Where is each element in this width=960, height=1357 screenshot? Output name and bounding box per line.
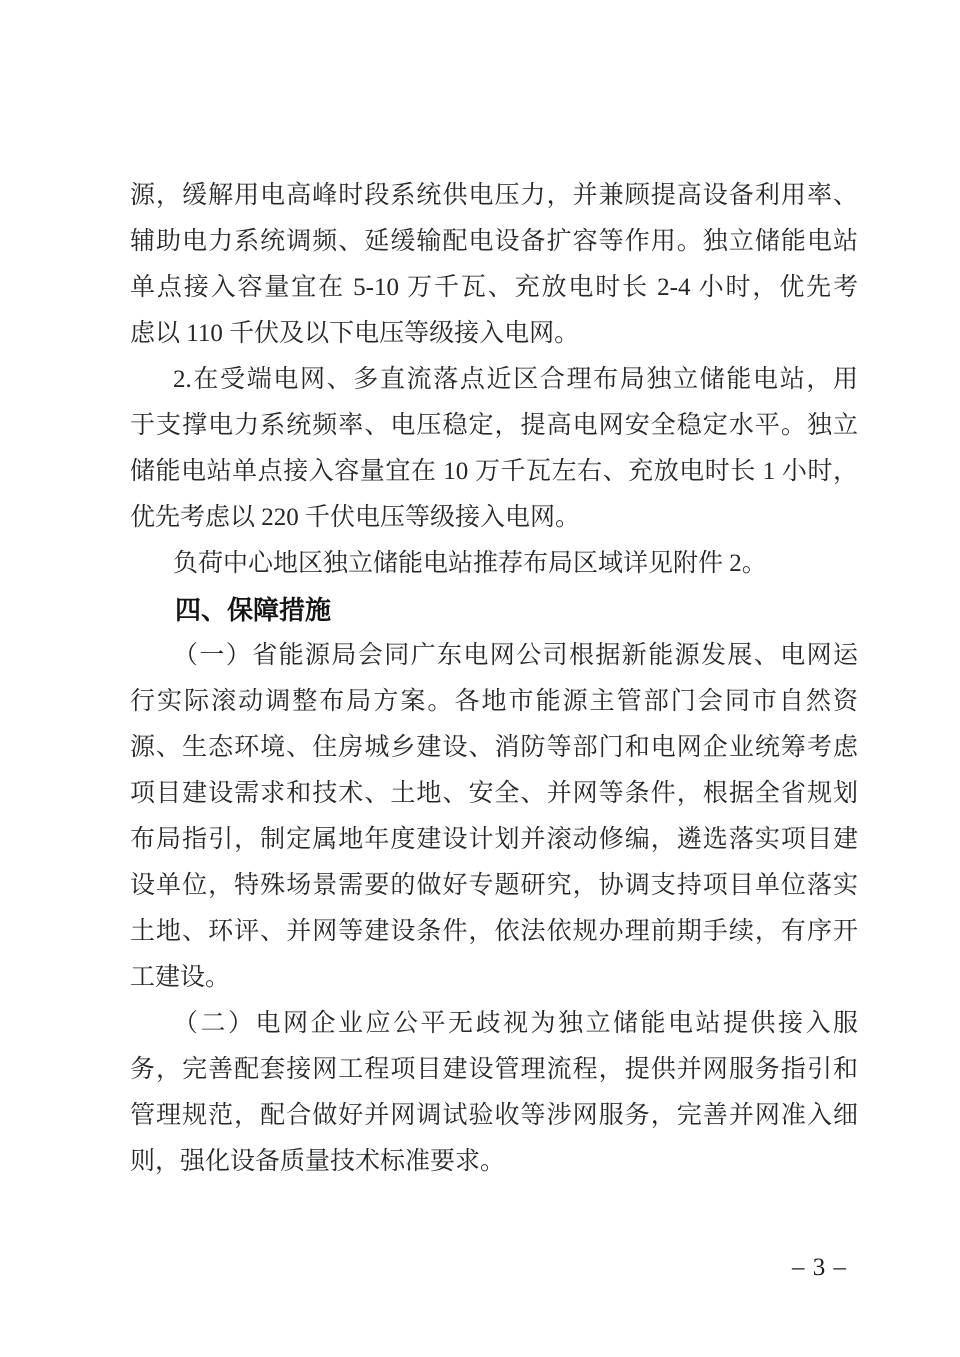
text-line: 项目建设需求和技术、土地、安全、并网等条件，根据全省规划: [130, 780, 858, 807]
text-line: （二）电网企业应公平无歧视为独立储能电站提供接入服: [173, 1010, 858, 1037]
text-line: 务，完善配套接网工程项目建设管理流程，提供并网服务指引和: [130, 1056, 858, 1083]
text-line: 于支撑电力系统频率、电压稳定，提高电网安全稳定水平。独立: [130, 412, 858, 439]
text-line: 行实际滚动调整布局方案。各地市能源主管部门会同市自然资: [130, 688, 858, 715]
paragraph-continuation: [130, 173, 858, 357]
text-line: 工建设。: [130, 964, 231, 991]
page-number: – 3 –: [792, 1254, 847, 1281]
text-line: （一）省能源局会同广东电网公司根据新能源发展、电网运: [173, 642, 858, 669]
section-heading-block: [130, 587, 858, 633]
text-line: 源、生态环境、住房城乡建设、消防等部门和电网企业统筹考虑: [130, 734, 858, 761]
text-line: 设单位，特殊场景需要的做好专题研究，协调支持项目单位落实: [130, 872, 858, 899]
text-line: 管理规范，配合做好并网调试验收等涉网服务，完善并网准入细: [130, 1102, 858, 1129]
paragraph-3: [130, 541, 858, 587]
text-line: 土地、环评、并网等建设条件，依法依规办理前期手续，有序开: [130, 918, 858, 945]
text-line: 负荷中心地区独立储能电站推荐布局区域详见附件 2。: [173, 550, 767, 577]
paragraph-5: [130, 1001, 858, 1185]
text-line: 储能电站单点接入容量宜在 10 万千瓦左右、充放电时长 1 小时，: [130, 458, 858, 485]
text-line: 2.在受端电网、多直流落点近区合理布局独立储能电站，用: [173, 366, 858, 393]
text-line: 辅助电力系统调频、延缓输配电设备扩容等作用。独立储能电站: [130, 228, 858, 255]
paragraph-2: [130, 357, 858, 541]
section-heading: 四、保障措施: [175, 595, 332, 625]
document-body: [130, 173, 858, 1185]
text-line: 源，缓解用电高峰时段系统供电压力，并兼顾提高设备利用率、: [130, 182, 858, 209]
text-line: 则，强化设备质量技术标准要求。: [130, 1148, 506, 1175]
text-line: 布局指引，制定属地年度建设计划并滚动修编，遴选落实项目建: [130, 826, 858, 853]
paragraph-4: [130, 633, 858, 1001]
text-line: 虑以 110 千伏及以下电压等级接入电网。: [130, 320, 580, 347]
text-line: 优先考虑以 220 千伏电压等级接入电网。: [130, 504, 581, 531]
text-line: 单点接入容量宜在 5-10 万千瓦、充放电时长 2-4 小时，优先考: [130, 274, 858, 301]
